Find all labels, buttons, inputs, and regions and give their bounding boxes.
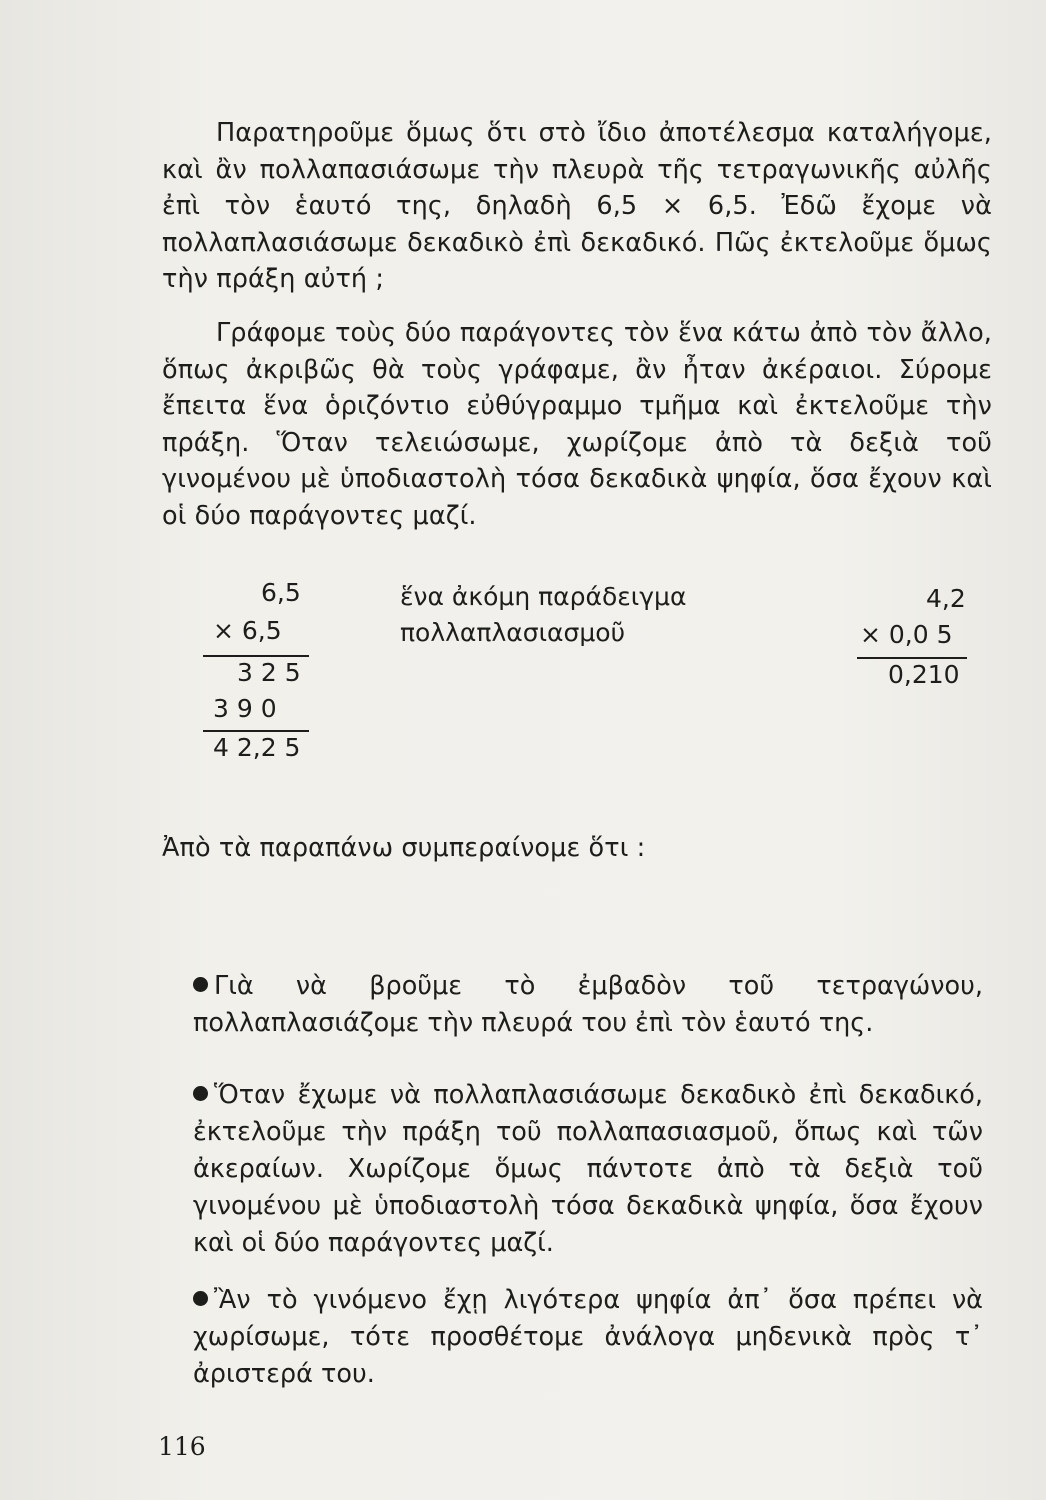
factor-two: × 6,5 (213, 616, 282, 645)
partial-product-one: 3 2 5 (237, 658, 301, 687)
bullet-icon (193, 1291, 208, 1306)
page-number: 116 (158, 1432, 206, 1461)
example-caption-line-one: ἕνα ἀκόμη παράδειγμα (400, 582, 687, 611)
product-result: 4 2,2 5 (213, 733, 301, 762)
factor-one: 6,5 (261, 578, 301, 607)
example-caption-line-two: πολλαπλασιασμοῦ (400, 618, 626, 647)
right-product-rule (857, 657, 967, 659)
conclusion-intro-text: Ἀπὸ τὰ παραπάνω συμπεραίνομε ὅτι : (162, 833, 646, 863)
rule-text: Ἂν τὸ γινόμενο ἔχῃ λιγότερα ψηφία ἀπ᾽ ὅσα πρέπει νὰ χωρίσωμε, τότε προσθέτομε ἀνάλογα μηδενικὰ πρὸς τ᾽ ἀριστερά του. (193, 1285, 983, 1389)
paragraph-intro-text: Παρατηροῦμε ὅμως ὅτι στὸ ἴδιο ἀποτέλεσμα καταλήγομε, καὶ ἂν πολλαπασιάσωμε τὴν πλευρὰ τῆς τετραγωνικῆς αὐλῆς ἐπὶ τὸν ἑαυτό της, δηλαδὴ 6,5 × 6,5. Ἐδῶ ἔχομε νὰ πολλαπλασιάσωμε δεκαδικὸ ἐπὶ δεκαδικό. Πῶς ἐκτελοῦμε ὅμως τὴν πράξη αὐτή ; (162, 118, 992, 294)
right-factor-one: 4,2 (926, 584, 966, 613)
right-factor-two: × 0,0 5 (860, 620, 953, 649)
partial-product-two: 3 9 0 (213, 694, 277, 723)
paragraph-method (162, 315, 992, 534)
sum-rule (203, 730, 309, 732)
rule-text: Γιὰ νὰ βροῦμε τὸ ἐμβαδὸν τοῦ τετραγώνου, πολλαπλασιάζομε τὴν πλευρά του ἐπὶ τὸν ἑαυτό της. (193, 971, 983, 1038)
conclusion-intro (162, 830, 992, 867)
rule-item (193, 1282, 983, 1393)
paragraph-method-text: Γράφομε τοὺς δύο παράγοντες τὸν ἕνα κάτω ἀπὸ τὸν ἄλλο, ὅπως ἀκριβῶς θὰ τοὺς γράφαμε, ἂν ἦταν ἀκέραιοι. Σύρομε ἔπειτα ἕνα ὁριζόντιο εὐθύγραμμο τμῆμα καὶ ἐκτελοῦμε τὴν πράξη. Ὅταν τελειώσωμε, χωρίζομε ἀπὸ τὰ δεξιὰ τοῦ γινομένου μὲ ὑποδιαστολὴ τόσα δεκαδικὰ ψηφία, ὅσα ἔχουν καὶ οἱ δύο παράγοντες μαζί. (162, 318, 992, 531)
paragraph-intro (162, 115, 992, 298)
rule-item (193, 968, 983, 1042)
bullet-icon (193, 1086, 208, 1101)
rule-text: Ὅταν ἔχωμε νὰ πολλαπλασιάσωμε δεκαδικὸ ἐπὶ δεκαδικό, ἐκτελοῦμε τὴν πράξη τοῦ πολλαπασιασμοῦ, ὅπως καὶ τῶν ἀκεραίων. Χωρίζομε ὅμως πάντοτε ἀπὸ τὰ δεξιὰ τοῦ γινομένου μὲ ὑποδιαστολὴ τόσα δεκαδικὰ ψηφία, ὅσα ἔχουν καὶ οἱ δύο παράγοντες μαζί. (193, 1080, 983, 1258)
rule-item (193, 1077, 983, 1262)
bullet-icon (193, 977, 208, 992)
product-rule (203, 655, 309, 657)
right-product-result: 0,210 (888, 660, 960, 689)
